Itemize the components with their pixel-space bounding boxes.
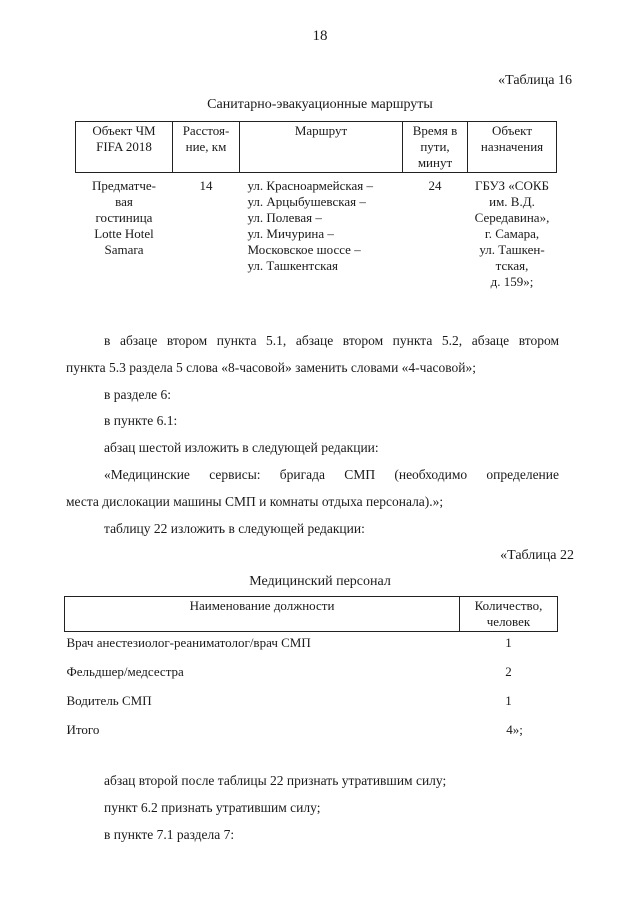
cell-line: ГБУЗ «СОКБ	[474, 178, 549, 193]
cell-line: тская,	[495, 258, 529, 273]
header-line: назначения	[480, 139, 544, 154]
cell-line: ул. Ташкен-	[479, 242, 545, 257]
cell-line: Предматче-	[92, 178, 156, 193]
table16-row	[76, 173, 557, 291]
table16-title: Санитарно-эвакуационные маршруты	[207, 97, 433, 112]
table16-cell-distance	[173, 173, 240, 291]
header-line: Маршрут	[294, 123, 348, 138]
table22-cell-position: Водитель СМП	[66, 693, 152, 708]
table22	[64, 596, 558, 748]
paragraph-6: таблицу 22 изложить в следующей редакции:	[104, 521, 365, 536]
cell-line: ул. Мичурина –	[247, 226, 334, 241]
cell-line: им. В.Д.	[489, 194, 535, 209]
table22-cell-position: Врач анестезиолог-реаниматолог/врач СМП	[66, 635, 311, 650]
table16-cell-time	[403, 173, 468, 291]
cell-line: д. 159»;	[490, 274, 534, 289]
table16-header-destination	[468, 122, 557, 173]
table22-cell-position: Итого	[66, 722, 100, 737]
table22-header-row	[65, 597, 558, 632]
after-paragraph-3: в пункте 7.1 раздела 7:	[104, 827, 235, 842]
table16-header-object	[76, 122, 173, 173]
header-line: пути,	[420, 139, 450, 154]
header-line: Объект	[492, 123, 532, 138]
paragraph-5-line-1: «Медицинские сервисы: бригада СМП (необходимо определение	[104, 467, 559, 482]
paragraph-1-line-1: в абзаце втором пункта 5.1, абзаце втором пункта 5.2, абзаце втором	[104, 333, 559, 348]
table16	[75, 121, 557, 290]
table22-cell-count: 1	[505, 693, 512, 708]
table22-caption: «Таблица 22	[500, 548, 574, 563]
header-line: Количество,	[474, 598, 543, 613]
paragraph-1-line-2: пункта 5.3 раздела 5 слова «8-часовой» заменить словами «4-часовой»;	[66, 360, 476, 375]
table22-header-count	[460, 597, 558, 632]
cell-line: гостиница	[95, 210, 153, 225]
header-line: Объект ЧМ	[92, 123, 156, 138]
cell-line: Lotte Hotel	[94, 226, 154, 241]
table16-header-row	[76, 122, 557, 173]
table16-header-route	[240, 122, 403, 173]
table-row	[65, 719, 558, 748]
table22-title: Медицинский персонал	[249, 574, 391, 589]
table16-header-distance	[173, 122, 240, 173]
cell-line: ул. Ташкентская	[247, 258, 339, 273]
cell-line: ул. Красноармейская –	[247, 178, 373, 193]
header-line: Наименование должности	[189, 598, 335, 613]
header-line: ние, км	[185, 139, 227, 154]
cell-line: Samara	[104, 242, 144, 257]
table-row	[65, 661, 558, 690]
paragraph-4: абзац шестой изложить в следующей редакции:	[104, 440, 379, 455]
table16-caption: «Таблица 16	[498, 73, 572, 88]
paragraph-2: в разделе 6:	[104, 387, 172, 402]
cell-line: ул. Полевая –	[247, 210, 322, 225]
paragraph-5-line-2: места дислокации машины СМП и комнаты отдыха персонала).»;	[66, 494, 444, 509]
after-paragraph-2: пункт 6.2 признать утратившим силу;	[104, 800, 321, 815]
table-row	[65, 632, 558, 662]
cell-line: ул. Арцыбушевская –	[247, 194, 366, 209]
table22-cell-count: 1	[505, 635, 512, 650]
table22-cell-count: 4»;	[506, 722, 523, 737]
paragraph-3: в пункте 6.1:	[104, 413, 178, 428]
table16-cell-route	[240, 173, 403, 291]
table22-cell-position: Фельдшер/медсестра	[66, 664, 184, 679]
table16-header-time	[403, 122, 468, 173]
cell-line: вая	[115, 194, 133, 209]
header-line: FIFA 2018	[96, 139, 152, 154]
header-line: минут	[417, 155, 453, 170]
cell-line: Московское шоссе –	[247, 242, 361, 257]
header-line: Время в	[412, 123, 458, 138]
page-number: 18	[312, 28, 328, 44]
header-line: человек	[486, 614, 531, 629]
after-paragraph-1: абзац второй после таблицы 22 признать утратившим силу;	[104, 773, 447, 788]
table22-cell-count: 2	[505, 664, 512, 679]
cell-line: 24	[428, 178, 442, 193]
cell-line: Середавина»,	[474, 210, 550, 225]
table22-header-position	[65, 597, 460, 632]
cell-line: 14	[199, 178, 213, 193]
table-row	[65, 690, 558, 719]
table16-cell-destination	[468, 173, 557, 291]
table16-cell-object	[76, 173, 173, 291]
cell-line: г. Самара,	[484, 226, 540, 241]
header-line: Расстоя-	[182, 123, 230, 138]
